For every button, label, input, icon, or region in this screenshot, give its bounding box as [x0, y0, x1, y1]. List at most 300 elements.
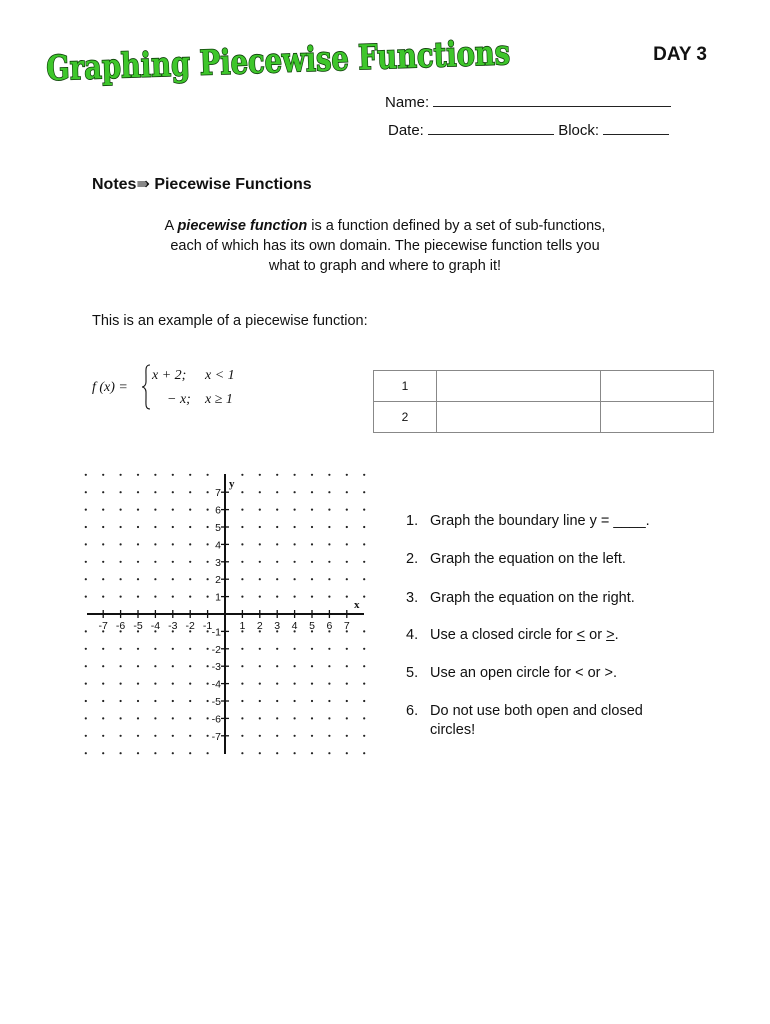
- grid-dot: [102, 596, 104, 598]
- grid-dot: [363, 526, 365, 528]
- grid-dot: [311, 752, 313, 754]
- grid-dot: [363, 543, 365, 545]
- grid-dot: [311, 700, 313, 702]
- grid-dot: [328, 665, 330, 667]
- grid-dot: [311, 735, 313, 737]
- grid-dot: [241, 648, 243, 650]
- grid-dot: [189, 683, 191, 685]
- step-4-end: .: [614, 627, 619, 643]
- grid-dot: [259, 700, 261, 702]
- grid-dot: [276, 474, 278, 476]
- grid-dot: [328, 526, 330, 528]
- grid-dot: [311, 648, 313, 650]
- grid-dot: [241, 735, 243, 737]
- grid-dot: [120, 665, 122, 667]
- grid-dot: [276, 735, 278, 737]
- grid-dot: [154, 491, 156, 493]
- grid-dot: [102, 752, 104, 754]
- grid-dot: [207, 735, 209, 737]
- grid-dot: [172, 474, 174, 476]
- grid-dot: [241, 717, 243, 719]
- grid-dot: [85, 543, 87, 545]
- grid-dot: [259, 578, 261, 580]
- grid-dot: [276, 509, 278, 511]
- formula-case-1: [152, 368, 235, 384]
- grid-dot: [241, 491, 243, 493]
- grid-dot: [120, 648, 122, 650]
- table-row: [374, 402, 714, 433]
- grid-dot: [276, 578, 278, 580]
- grid-dot: [363, 630, 365, 632]
- grid-dot: [189, 578, 191, 580]
- y-tick-label: 4: [215, 539, 221, 552]
- grid-dot: [137, 683, 139, 685]
- grid-dot: [294, 561, 296, 563]
- step-3-text: Graph the equation on the right.: [430, 590, 635, 606]
- grid-dot: [154, 683, 156, 685]
- grid-dot: [346, 561, 348, 563]
- definition-paragraph: [120, 216, 650, 276]
- y-tick-label: -1: [211, 626, 221, 639]
- grid-dot: [189, 665, 191, 667]
- table-cell[interactable]: [601, 402, 714, 433]
- case-1-expression: x + 2;: [152, 368, 187, 383]
- grid-dot: [172, 526, 174, 528]
- definition-line2: each of which has its own domain. The piecewise function tells you: [170, 238, 600, 254]
- grid-dot: [207, 526, 209, 528]
- grid-dot: [172, 596, 174, 598]
- grid-dot: [85, 561, 87, 563]
- list-item: 5. Use an open circle for < or >.: [406, 665, 617, 681]
- grid-dot: [172, 752, 174, 754]
- grid-dot: [294, 683, 296, 685]
- grid-dot: [120, 474, 122, 476]
- coordinate-grid: [84, 470, 369, 760]
- grid-dot: [120, 735, 122, 737]
- grid-dot: [259, 683, 261, 685]
- case-1-condition: x < 1: [205, 368, 235, 383]
- grid-dot: [363, 752, 365, 754]
- notes-label: Notes: [92, 176, 137, 193]
- grid-dot: [85, 596, 87, 598]
- grid-dot: [294, 648, 296, 650]
- grid-dot: [276, 648, 278, 650]
- grid-dot: [241, 561, 243, 563]
- grid-dot: [102, 683, 104, 685]
- y-axis-label: y: [229, 478, 235, 490]
- grid-dot: [346, 683, 348, 685]
- grid-dot: [276, 752, 278, 754]
- step-4-symbol-2: >: [606, 627, 615, 643]
- step-5-text: Use an open circle for < or >.: [430, 665, 617, 681]
- grid-dot: [172, 561, 174, 563]
- name-field[interactable]: [385, 92, 671, 111]
- grid-dot: [294, 509, 296, 511]
- grid-dot: [346, 526, 348, 528]
- grid-dot: [207, 596, 209, 598]
- grid-dot: [328, 717, 330, 719]
- grid-dot: [189, 509, 191, 511]
- grid-dot: [328, 543, 330, 545]
- instruction-list: [406, 512, 700, 740]
- date-blank[interactable]: [428, 120, 554, 135]
- grid-dot: [241, 683, 243, 685]
- formula-case-2: [167, 392, 233, 408]
- grid-dot: [172, 491, 174, 493]
- grid-dot: [328, 700, 330, 702]
- grid-dot: [276, 543, 278, 545]
- grid-dot: [311, 491, 313, 493]
- grid-dot: [328, 561, 330, 563]
- grid-dot: [85, 683, 87, 685]
- step-4-text: Use a closed circle for: [430, 627, 577, 643]
- x-tick-label: -6: [115, 620, 126, 632]
- x-axis-label: x: [354, 599, 360, 611]
- arrow-icon: ⇛: [136, 176, 150, 193]
- x-tick-label: -4: [150, 620, 161, 632]
- grid-dot: [137, 491, 139, 493]
- grid-dot: [346, 596, 348, 598]
- step-6-line-2: circles!: [430, 722, 476, 738]
- grid-dot: [259, 543, 261, 545]
- table-row-index: 2: [374, 402, 437, 433]
- grid-dot: [102, 509, 104, 511]
- x-tick-label: 3: [274, 620, 281, 632]
- x-tick-label: 1: [239, 620, 246, 632]
- y-tick-label: 1: [215, 591, 221, 604]
- grid-dot: [137, 543, 139, 545]
- grid-dot: [120, 491, 122, 493]
- block-blank[interactable]: [603, 120, 669, 135]
- x-tick-label: 2: [256, 620, 263, 632]
- values-table: [373, 370, 714, 433]
- notes-heading: [92, 174, 312, 194]
- grid-dot: [294, 543, 296, 545]
- y-tick-label: -7: [211, 730, 221, 743]
- grid-dot: [154, 648, 156, 650]
- grid-dot: [120, 717, 122, 719]
- grid-dot: [241, 578, 243, 580]
- list-item: 3. Graph the equation on the right.: [406, 590, 635, 606]
- y-tick-label: -2: [211, 643, 221, 656]
- worksheet-title: Graphing Piecewise Functions: [45, 29, 624, 90]
- grid-dot: [276, 700, 278, 702]
- grid-dot: [259, 735, 261, 737]
- grid-dot: [120, 700, 122, 702]
- grid-dot: [102, 561, 104, 563]
- grid-dot: [294, 596, 296, 598]
- grid-dot: [241, 596, 243, 598]
- grid-dot: [346, 735, 348, 737]
- grid-dot: [276, 561, 278, 563]
- grid-dot: [85, 717, 87, 719]
- y-tick-label: 5: [215, 522, 221, 534]
- grid-dot: [85, 648, 87, 650]
- grid-dot: [120, 596, 122, 598]
- grid-dot: [207, 648, 209, 650]
- grid-dot: [189, 491, 191, 493]
- grid-dot: [363, 648, 365, 650]
- grid-dot: [172, 578, 174, 580]
- y-tick-label: -5: [211, 696, 221, 708]
- step-4-or: or: [585, 627, 607, 643]
- grid-dot: [154, 509, 156, 511]
- grid-dot: [189, 596, 191, 598]
- grid-dot: [189, 717, 191, 719]
- grid-dot: [137, 735, 139, 737]
- grid-dot: [311, 474, 313, 476]
- grid-dot: [154, 700, 156, 702]
- grid-dot: [154, 665, 156, 667]
- grid-dot: [294, 700, 296, 702]
- grid-dot: [172, 648, 174, 650]
- grid-dot: [328, 735, 330, 737]
- grid-dot: [85, 700, 87, 702]
- table-cell[interactable]: [437, 402, 601, 433]
- list-item: 4. Use a closed circle for < or >.: [406, 627, 619, 643]
- grid-dot: [363, 578, 365, 580]
- grid-dot: [154, 561, 156, 563]
- step-6-line-1: Do not use both open and closed: [430, 703, 643, 719]
- grid-dot: [241, 700, 243, 702]
- grid-dot: [120, 526, 122, 528]
- grid-dot: [241, 752, 243, 754]
- grid-dot: [346, 648, 348, 650]
- grid-dot: [346, 543, 348, 545]
- example-intro: This is an example of a piecewise function:: [92, 313, 368, 329]
- grid-dot: [172, 665, 174, 667]
- grid-dot: [363, 561, 365, 563]
- grid-dot: [328, 474, 330, 476]
- grid-dot: [276, 526, 278, 528]
- grid-dot: [137, 474, 139, 476]
- grid-dot: [137, 578, 139, 580]
- grid-dot: [346, 717, 348, 719]
- x-tick-label: 7: [343, 620, 350, 632]
- grid-dot: [189, 474, 191, 476]
- grid-dot: [189, 648, 191, 650]
- grid-dot: [137, 752, 139, 754]
- grid-dot: [102, 717, 104, 719]
- definition-line3: what to graph and where to graph it!: [268, 258, 502, 274]
- list-item: 1. Graph the boundary line y = ____.: [406, 513, 650, 529]
- grid-dot: [276, 683, 278, 685]
- grid-dot: [311, 543, 313, 545]
- grid-dot: [207, 578, 209, 580]
- x-tick-label: -1: [202, 620, 213, 632]
- definition-term: piecewise function: [177, 218, 308, 234]
- grid-dot: [85, 491, 87, 493]
- grid-dot: [259, 665, 261, 667]
- grid-dot: [276, 491, 278, 493]
- grid-dot: [189, 543, 191, 545]
- title-wordart: [40, 20, 624, 90]
- grid-dot: [85, 752, 87, 754]
- definition-line1: is a function defined by a set of sub-functions,: [311, 218, 606, 234]
- grid-dot: [189, 526, 191, 528]
- x-tick-label: -7: [98, 620, 108, 632]
- grid-dot: [259, 509, 261, 511]
- grid-dot: [346, 665, 348, 667]
- step-1-text: Graph the boundary line y = ____.: [430, 513, 650, 529]
- grid-dot: [346, 509, 348, 511]
- grid-dot: [102, 491, 104, 493]
- grid-dot: [328, 752, 330, 754]
- grid-dot: [137, 596, 139, 598]
- grid-dot: [311, 526, 313, 528]
- grid-dot: [154, 717, 156, 719]
- grid-dot: [328, 578, 330, 580]
- grid-dot: [346, 491, 348, 493]
- table-row: [374, 371, 714, 402]
- x-tick-label: 6: [326, 620, 333, 632]
- grid-dot: [172, 717, 174, 719]
- grid-dot: [259, 648, 261, 650]
- list-item: 2. Graph the equation on the left.: [406, 551, 626, 567]
- grid-dot: [189, 561, 191, 563]
- x-tick-label: 4: [291, 620, 298, 632]
- grid-dot: [102, 700, 104, 702]
- y-tick-label: 6: [215, 504, 221, 517]
- grid-dot: [120, 543, 122, 545]
- y-tick-label: 7: [215, 487, 221, 500]
- grid-dot: [172, 543, 174, 545]
- grid-dot: [311, 509, 313, 511]
- definition-lead: A: [164, 218, 174, 234]
- day-label: DAY 3: [653, 44, 707, 65]
- step-2-text: Graph the equation on the left.: [430, 551, 626, 567]
- x-tick-label: 5: [309, 620, 315, 632]
- name-blank[interactable]: [433, 92, 671, 107]
- grid-dot: [363, 491, 365, 493]
- grid-dot: [207, 752, 209, 754]
- grid-dot: [363, 700, 365, 702]
- step-4-symbol-1: <: [576, 627, 586, 643]
- grid-dot: [311, 683, 313, 685]
- grid-dot: [259, 752, 261, 754]
- grid-dot: [154, 735, 156, 737]
- case-2-expression: − x;: [167, 392, 191, 407]
- grid-dot: [241, 526, 243, 528]
- grid-axes: [87, 474, 364, 754]
- grid-dot: [241, 509, 243, 511]
- x-tick-label: -3: [168, 620, 178, 632]
- table-cell[interactable]: [437, 371, 601, 402]
- grid-dot: [259, 717, 261, 719]
- grid-dot: [294, 578, 296, 580]
- grid-dot: [207, 561, 209, 563]
- grid-dot: [85, 578, 87, 580]
- grid-dot: [85, 735, 87, 737]
- y-tick-label: -6: [211, 713, 221, 726]
- grid-dot: [328, 596, 330, 598]
- grid-dot: [328, 683, 330, 685]
- grid-dot: [172, 509, 174, 511]
- grid-dot: [328, 491, 330, 493]
- grid-dot: [207, 717, 209, 719]
- grid-dot: [120, 509, 122, 511]
- grid-dot: [172, 735, 174, 737]
- grid-dot: [189, 700, 191, 702]
- grid-dot: [294, 526, 296, 528]
- grid-dot: [154, 526, 156, 528]
- name-label: Name:: [385, 94, 430, 111]
- grid-dot: [102, 543, 104, 545]
- grid-dot: [346, 700, 348, 702]
- grid-dot: [85, 526, 87, 528]
- grid-dot: [137, 561, 139, 563]
- grid-dot: [259, 526, 261, 528]
- grid-dot: [241, 543, 243, 545]
- grid-dot: [259, 474, 261, 476]
- grid-dot: [154, 752, 156, 754]
- grid-dot: [207, 543, 209, 545]
- grid-dot: [154, 474, 156, 476]
- grid-dot: [241, 474, 243, 476]
- grid-dot: [102, 735, 104, 737]
- grid-dot: [137, 526, 139, 528]
- grid-dot: [276, 665, 278, 667]
- grid-dot: [346, 578, 348, 580]
- grid-dot: [311, 717, 313, 719]
- grid-dot: [328, 509, 330, 511]
- grid-dot: [294, 665, 296, 667]
- grid-dot: [120, 683, 122, 685]
- grid-dot: [120, 561, 122, 563]
- date-label: Date:: [388, 122, 424, 139]
- grid-dot: [172, 683, 174, 685]
- grid-dot: [294, 491, 296, 493]
- date-block-field[interactable]: [388, 120, 669, 139]
- grid-dot: [276, 596, 278, 598]
- grid-dot: [363, 683, 365, 685]
- grid-dot: [311, 578, 313, 580]
- x-tick-label: -5: [133, 620, 143, 632]
- grid-dot: [363, 596, 365, 598]
- grid-dot: [294, 752, 296, 754]
- grid-dot: [102, 665, 104, 667]
- table-cell[interactable]: [601, 371, 714, 402]
- grid-dot: [294, 735, 296, 737]
- grid-dot: [207, 474, 209, 476]
- grid-dot: [311, 561, 313, 563]
- y-tick-label: 2: [215, 574, 221, 587]
- grid-dot: [241, 665, 243, 667]
- grid-dot: [154, 578, 156, 580]
- grid-dot: [311, 665, 313, 667]
- grid-dot: [154, 543, 156, 545]
- grid-dot: [172, 700, 174, 702]
- grid-dot: [137, 648, 139, 650]
- grid-dot: [189, 735, 191, 737]
- y-tick-label: -3: [211, 661, 221, 674]
- grid-dot: [102, 526, 104, 528]
- grid-dot: [102, 474, 104, 476]
- grid-dot: [85, 665, 87, 667]
- grid-dot: [207, 491, 209, 493]
- grid-dot: [85, 509, 87, 511]
- block-label: Block:: [558, 122, 600, 139]
- grid-dot: [102, 578, 104, 580]
- grid-dot: [363, 509, 365, 511]
- x-tick-label: -2: [185, 620, 195, 632]
- grid-dot: [328, 648, 330, 650]
- grid-dot: [276, 717, 278, 719]
- grid-dot: [189, 752, 191, 754]
- list-item: 6. Do not use both open and closed circles!: [406, 703, 643, 738]
- grid-dot: [363, 717, 365, 719]
- grid-dot: [346, 752, 348, 754]
